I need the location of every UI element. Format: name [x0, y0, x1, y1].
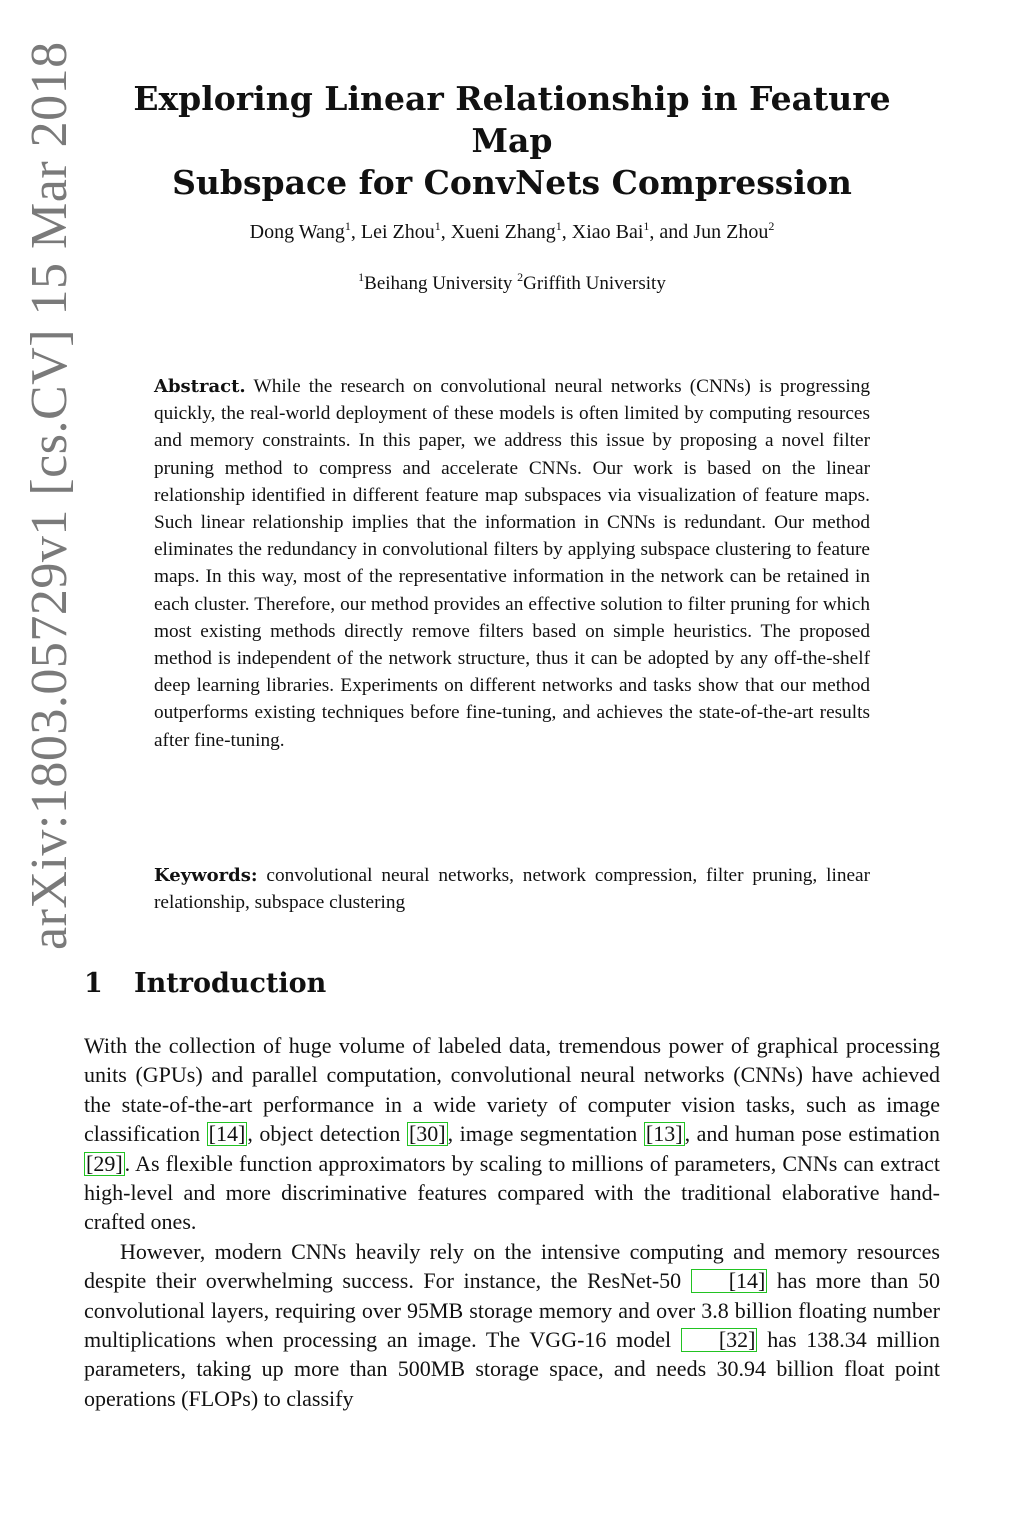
author-affiliation-mark: 1: [344, 219, 351, 233]
author: [361, 221, 451, 243]
paragraph-text: has 138.34 million parameters, taking up more than 500MB storage space, and needs 30.94 billion float point operations (FLOPs) to classify: [84, 1327, 941, 1411]
citation-link[interactable]: [14]: [691, 1269, 768, 1293]
author-affiliation-mark: 1: [643, 219, 650, 233]
author-separator: ,: [440, 221, 451, 243]
paragraph-text: , image segmentation: [447, 1121, 644, 1147]
abstract-label: Abstract.: [154, 376, 246, 397]
affiliation-name: Griffith University: [523, 273, 666, 294]
affiliation: [358, 270, 513, 294]
author-name: Jun Zhou: [693, 221, 769, 243]
title-line-2: Subspace for ConvNets Compression: [172, 163, 852, 202]
paragraph: [84, 1237, 940, 1413]
section-title: Introduction: [134, 968, 327, 999]
author-separator: ,: [350, 221, 361, 243]
citation-link[interactable]: [32]: [681, 1328, 758, 1352]
citation-link[interactable]: [14]: [208, 1121, 246, 1147]
section-number: 1: [84, 968, 103, 999]
affiliation-name: Beihang University: [364, 273, 513, 294]
affiliation-mark: 2: [517, 270, 524, 284]
paragraph-text: . As flexible function approximators by scaling to millions of parameters, CNNs can extract high-level and more discriminative features compared with the traditional elaborative hand-crafted ones.: [84, 1150, 940, 1235]
paragraph-text: has more than 50 convolutional layers, requiring over 95MB storage memory and over 3.8 billion floating number multiplications when processing an image. The VGG-16 model: [84, 1268, 940, 1353]
title-line-1: Exploring Linear Relationship in Feature Map: [133, 79, 891, 160]
keywords-text: convolutional neural networks, network compression, filter pruning, linear relationship, subspace clustering: [154, 865, 871, 914]
arxiv-identifier: arXiv:1803.05729v1 [cs.CV] 15 Mar 2018: [21, 41, 78, 950]
author-separator: , and: [649, 221, 694, 243]
section-heading: [84, 966, 326, 1002]
author-name: Xueni Zhang: [450, 221, 556, 243]
paragraph-text: With the collection of huge volume of labeled data, tremendous power of graphical processing units (GPUs) and parallel computation, convolutional neural networks (CNNs) have achieved the state-of-the-art performance in a wide variety of computer vision tasks, such as image classification: [84, 1033, 940, 1147]
author: [693, 221, 774, 243]
author-affiliation-mark: 2: [768, 219, 775, 233]
affiliations: [100, 270, 924, 298]
abstract-text: While the research on convolutional neural networks (CNNs) is progressing quickly, the real-world deployment of these models is often limited by computing resources and memory constraints. In this paper, we address this issue by proposing a novel filter pruning method to compress and accelerate CNNs. Our work is based on the linear relationship identified in different feature map subspaces via visualization of feature maps. Such linear relationship implies that the information in CNNs is redundant. Our method eliminates the redundancy in convolutional filters by applying subspace clustering to feature maps. In this way, most of the representative information in the network can be retained in each cluster. Therefore, our method provides an effective solution to filter pruning for which most existing methods directly remove filters based on simple heuristics. The proposed method is independent of the network structure, thus it can be adopted by any off-the-shelf deep learning libraries. Experiments on different networks and tasks show that our method outperforms existing techniques before fine-tuning, and achieves the state-of-the-art results after fine-tuning.: [154, 376, 870, 751]
paragraph: [84, 1031, 940, 1237]
author-name: Dong Wang: [249, 221, 345, 243]
introduction-body: [84, 1031, 940, 1413]
author: [451, 221, 572, 243]
author-name: Xiao Bai: [571, 221, 644, 243]
paper-title: [100, 78, 924, 204]
paragraph-text: , object detection: [247, 1121, 407, 1147]
author-name: Lei Zhou: [360, 221, 435, 243]
citation-link[interactable]: [30]: [408, 1121, 446, 1147]
author-affiliation-mark: 1: [434, 219, 441, 233]
author: [250, 221, 361, 243]
paragraph-text: However, modern CNNs heavily rely on the intensive computing and memory resources despite their overwhelming success. For instance, the ResNet-50: [84, 1238, 940, 1294]
citation-link[interactable]: [29]: [86, 1150, 123, 1176]
paragraph-text: , and human pose estimation: [684, 1121, 941, 1147]
affiliation-mark: 1: [358, 270, 365, 284]
author-affiliation-mark: 1: [555, 219, 562, 233]
abstract: [154, 373, 870, 754]
author-separator: ,: [561, 221, 572, 243]
citation-link[interactable]: [13]: [645, 1121, 683, 1147]
keywords-label: Keywords:: [154, 865, 258, 886]
author-list: [100, 218, 924, 246]
keywords: [154, 862, 870, 916]
affiliation: [517, 270, 666, 294]
author: [572, 221, 694, 243]
